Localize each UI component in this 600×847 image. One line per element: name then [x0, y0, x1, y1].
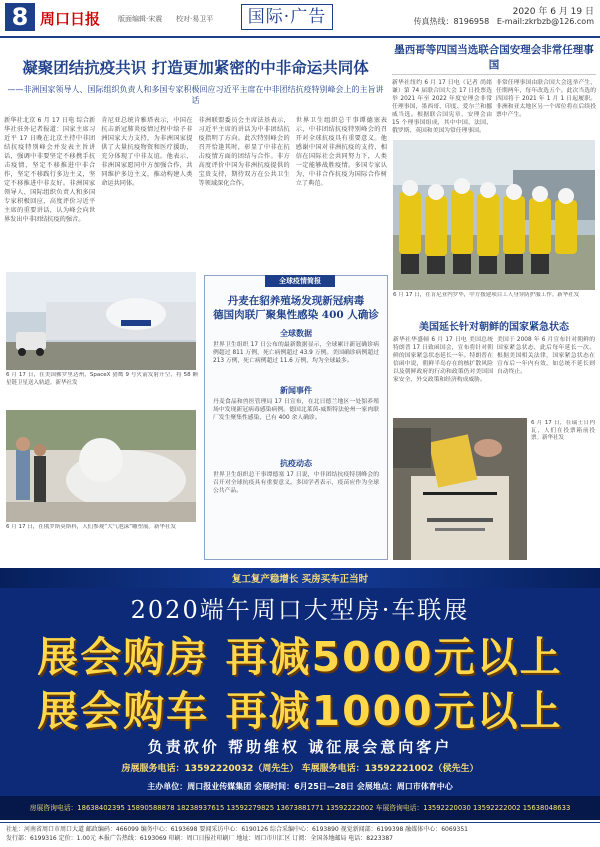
paper-name: 周口日报: [40, 10, 101, 28]
ad-service-hotline: 房展服务电话：13592220032（周先生） 车展服务电话：13592221002（侯先生）: [121, 764, 479, 774]
ad-title: 2020端午周口大型房·车联展: [130, 596, 470, 624]
issue-date: 2020 年 6 月 19 日: [512, 7, 594, 17]
briefing-headline-1: 丹麦在貂养殖场发现新冠病毒: [227, 295, 365, 307]
briefing-text-response: 世界卫生组织总干事谭德塞 17 日说，中非团结抗疫特别峰会的召开对全球抗疫具有重要意义。多国学者表示，疫苗应作为全球公共产品。: [213, 472, 379, 494]
launch-photo-caption: 6 月 17 日，在美国佛罗里达州，SpaceX 猎鹰 9 号火箭发射升空，将 58 颗星链卫星送入轨道。新华社发: [6, 372, 198, 386]
us-article-column-2: 美国于 2008 年 6 月宣布针对朝鲜的国家紧急状态，此后每年延长一次。根据美国相关法律，国家紧急状态在宣布后一年内有效，如总统不延长则自动终止。: [497, 337, 595, 375]
page-footer: [0, 822, 600, 847]
covid-briefing-box: [204, 275, 388, 560]
briefing-text-data: 世界卫生组织 17 日公布的最新数据显示，全球累计新冠确诊病例超过 811 万例，死亡病例超过 43.9 万例。美国确诊病例超过 213 万例，死亡病例超过 11.6 万例，均为全球最多。: [213, 342, 379, 364]
lead-column-1: 新华社北京 6 月 17 日电 综合新华社驻外记者报道：国家主席习近平 17 日晚在北京主持中非团结抗疫特别峰会并发表主旨讲话，强调中非要坚定不移携手抗击疫情，坚定不移推进中非合作，坚定不移践行多边主义，坚定不移推进中非友好。非洲国家领导人、国际组织负责人和多国专家积极回应，高度评价习近平主席的重要讲话，认为峰会向世界发出中非团结抗疫的强音。: [4, 117, 96, 223]
briefing-text-news: 丹麦食品和兽医管理局 17 日宣布，在北日德兰地区一处貂养殖场中发现新冠病毒感染病例。德国北莱茵-威斯特法伦州一家肉联厂发生聚集性感染，已有 400 余人确诊。: [213, 399, 379, 421]
briefing-subhead-news: 新闻事件: [280, 386, 312, 395]
un-article-headline: 墨西哥等四国当选联合国安理会非常任理事国: [392, 42, 596, 75]
workers-photo: [393, 140, 595, 290]
footer-line-1: 社址：河南省周口市周口大道 邮政编码：466099 编务中心：6193698 要闻采访中心：6190126 综合采编中心：6193890 视觉新闻部：6199398 融媒体中心：6069351: [6, 826, 468, 833]
briefing-headline-2: 德国肉联厂聚集性感染 400 人确诊: [213, 309, 379, 321]
briefing-subhead-data: 全球数据: [280, 329, 312, 338]
un-article-column-1: 新华社纽约 6 月 17 日电（记者 尚绪谦）第 74 届联合国大会 17 日投票选举 2021 年至 2022 年度安理会非常任理事国，墨西哥、印度、爱尔兰和挪威当选。根据联合国宪章，安理会由 15 个理事国组成，其中中国、法国、俄罗斯、英国和美国为常任理事国。: [392, 80, 492, 134]
ad-car-offer: 展会购车 再减1000元以上: [37, 687, 563, 735]
lead-column-3: 非洲联盟委员会主席法基表示，习近平主席的讲话为中非团结抗疫指明了方向。此次特别峰会的召开恰逢其时，彰显了中非在抗击疫情方面的团结与合作。非方高度评价中国为非洲抗疫提供的宝贵支持，期待双方在公共卫生等领域深化合作。: [198, 117, 290, 187]
lead-subheadline: ——非洲国家领导人、国际组织负责人和多国专家积极回应习近平主席在中非团结抗疫特别峰会上的主旨讲话: [7, 85, 384, 105]
briefing-tag: 全球疫情简报: [265, 275, 335, 287]
ad-organizer-info: 主办单位：周口报业传媒集团 会展时间：6月25日—28日 会展地点：周口市体育中心: [147, 782, 453, 791]
us-article-column-1: 新华社华盛顿 6 月 17 日电 美国总统特朗普 17 日致函国会，宣布将针对朝鲜的国家紧急状态延长一年。特朗普在信函中说，朝鲜半岛存在的核扩散风险以及朝鲜政府的行动和政策仍对美国国家安全、外交政策和经济构成威胁。: [393, 337, 493, 383]
lead-column-2: 肯尼亚总统肯雅塔表示，中国在抗击新冠肺炎疫情过程中给予非洲国家大力支持，为非洲国家提供了大量抗疫物资和医疗援助，充分体现了中非友谊。他表示，非洲国家愿同中方加强合作，共同维护多边主义，推动构建人类命运共同体。: [101, 117, 193, 187]
ad-services-line: 负责砍价 帮助维权 诚征展会意向客户: [147, 738, 453, 756]
footer-line-2: 发行部：6199316 定价：1.00元 本报广告热线：6193069 印刷：周口日报社印刷厂 地址：周口市川汇区 订阅：全国各地邮局 电话：8223387: [6, 835, 393, 842]
workers-photo-caption: 6 月 17 日，在肯尼亚内罗毕，中方援建项目工人身穿防护服工作。新华社发: [393, 292, 580, 298]
sculpture-photo-caption: 6 月 17 日，在俄罗斯莫斯科，人们参观“大气泡沫”雕塑展。新华社发: [6, 524, 176, 530]
ad-housing-offer: 展会购房 再减5000元以上: [37, 633, 563, 681]
briefing-subhead-response: 抗疫动态: [280, 459, 312, 468]
header-contact: [414, 16, 594, 27]
sculpture-photo: [6, 410, 196, 522]
us-emergency-article-headline: 美国延长针对朝鲜的国家紧急状态: [419, 322, 569, 333]
ballot-photo-caption: 6 月 17 日，在瑞士日内瓦，人们在投票箱前投票。新华社发: [531, 420, 595, 441]
expo-advertisement: [0, 568, 600, 820]
launch-site-photo: [6, 272, 196, 370]
ad-slogan: 复工复产稳增长 买房买车正当时: [231, 574, 369, 585]
lead-headline: 凝聚团结抗疫共识 打造更加紧密的中非命运共同体: [22, 58, 369, 77]
editor-credit: 版面编辑·宋震: [118, 15, 163, 23]
section-title: 国际·广告: [241, 4, 333, 30]
ballot-box-photo: [393, 418, 527, 560]
lead-column-4: 世界卫生组织总干事谭德塞表示，中非团结抗疫特别峰会的召开对全球抗疫具有重要意义。他感谢中国对非洲抗疫的支持，相信在国际社会共同努力下，人类一定能够战胜疫情。多国专家认为，中非合作抗疫为国际合作树立了典范。: [295, 117, 387, 187]
email-address: E-mail:zkrbzb@126.com: [496, 17, 594, 26]
proof-credit: 校对·易卫平: [176, 15, 214, 23]
ad-consult-phones: 房展咨询电话：18638402395 15890588878 18238937615 13592279825 13673881771 13592222002 车展咨询电话：13592220030 13592222002 15638048633: [29, 804, 571, 812]
lead-article: [4, 42, 387, 268]
un-article-column-2: 非常任理事国由联合国大会选举产生，任期两年，每年改选五个。此次当选的四国将于 2021 年 1 月 1 日起履职。非洲和亚太地区另一个席位将在后续投票中产生。: [496, 80, 596, 118]
page-number: 8: [5, 3, 35, 31]
fax-hotline: 传真热线：8196958: [413, 17, 490, 26]
page-header: [0, 0, 600, 38]
